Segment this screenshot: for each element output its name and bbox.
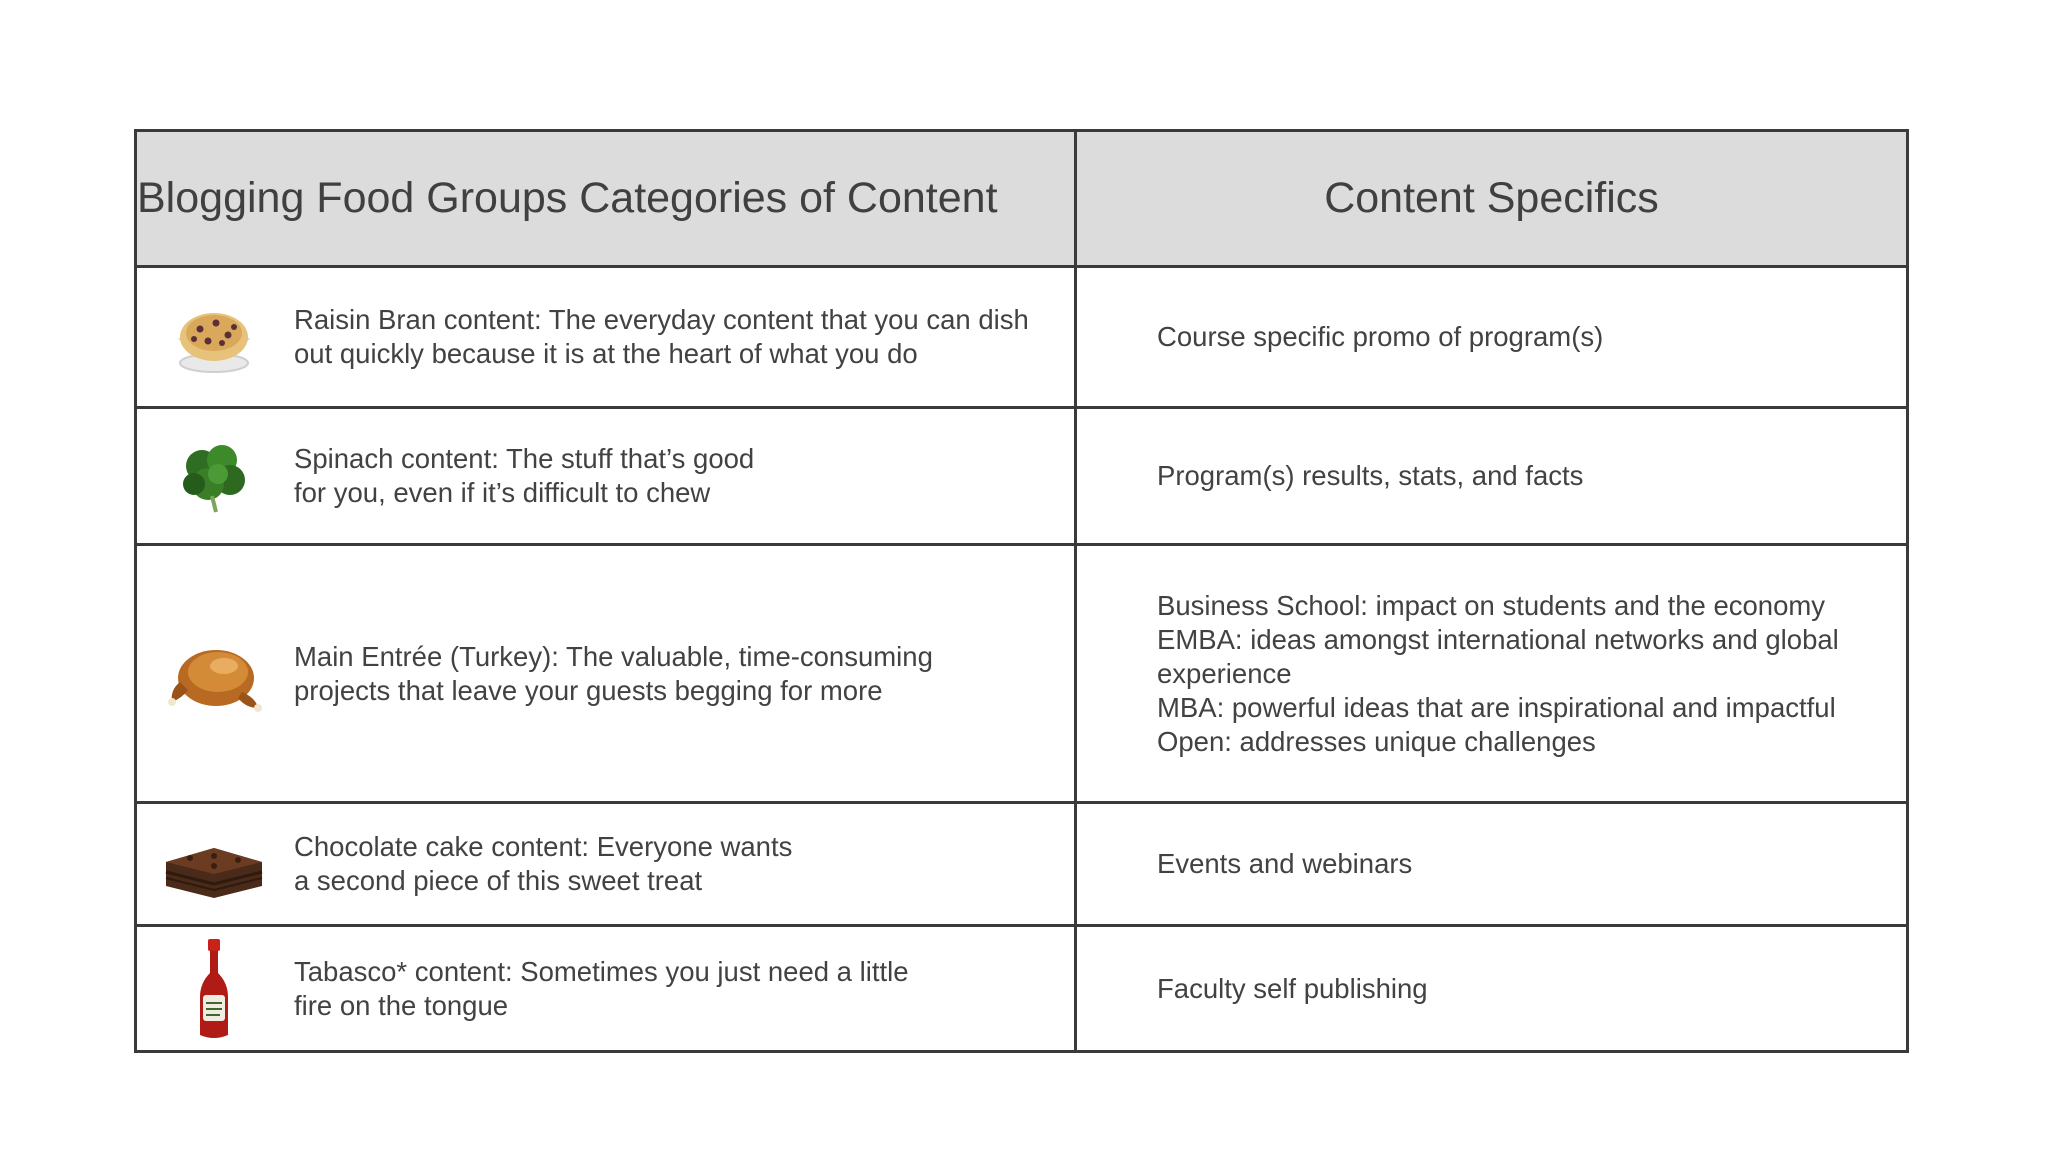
- header-categories: Blogging Food Groups Categories of Content: [136, 131, 1076, 267]
- specifics-line: MBA: powerful ideas that are inspirational and impactful: [1157, 691, 1836, 723]
- header-specifics: Content Specifics: [1076, 131, 1908, 267]
- category-text: Main Entrée (Turkey): The valuable, time-consuming projects that leave your guests begging for more: [294, 640, 933, 706]
- category-text: Chocolate cake content: Everyone wants a second piece of this sweet treat: [294, 831, 793, 896]
- specifics-cell: [1076, 545, 1908, 803]
- category-text: Spinach content: The stuff that’s good for you, even if it’s difficult to chew: [294, 443, 755, 508]
- specifics-cell: [1076, 803, 1908, 926]
- spinach-icon: [159, 436, 269, 516]
- category-cell: [136, 803, 1076, 926]
- category-cell: [136, 545, 1076, 803]
- specifics-line: Faculty self publishing: [1157, 972, 1428, 1004]
- category-cell: [136, 408, 1076, 545]
- specifics-line: EMBA: ideas amongst international networks and global experience: [1157, 623, 1839, 689]
- table-row: [136, 803, 1908, 926]
- specifics-cell: [1076, 926, 1908, 1052]
- specifics-line: Course specific promo of program(s): [1157, 321, 1604, 352]
- category-text: Raisin Bran content: The everyday content that you can dish out quickly because it is at the heart of what you do: [294, 304, 1029, 369]
- specifics-cell: [1076, 267, 1908, 408]
- specifics-line: Business School: impact on students and the economy: [1157, 589, 1826, 621]
- category-text: Tabasco* content: Sometimes you just need a little fire on the tongue: [294, 955, 909, 1021]
- tabasco-bottle-icon: [159, 937, 269, 1041]
- category-cell: [136, 926, 1076, 1052]
- table-row: [136, 545, 1908, 803]
- table-row: [136, 926, 1908, 1052]
- turkey-icon: [159, 632, 269, 716]
- specifics-line: Open: addresses unique challenges: [1157, 725, 1596, 757]
- table-header-row: [136, 131, 1908, 267]
- table-row: [136, 267, 1908, 408]
- raisin-bran-bowl-icon: [159, 297, 269, 377]
- category-cell: [136, 267, 1076, 408]
- specifics-cell: [1076, 408, 1908, 545]
- specifics-line: Events and webinars: [1157, 848, 1413, 879]
- chocolate-cake-icon: [159, 828, 269, 900]
- table-row: [136, 408, 1908, 545]
- content-table: [134, 129, 1909, 1053]
- specifics-line: Program(s) results, stats, and facts: [1157, 460, 1584, 491]
